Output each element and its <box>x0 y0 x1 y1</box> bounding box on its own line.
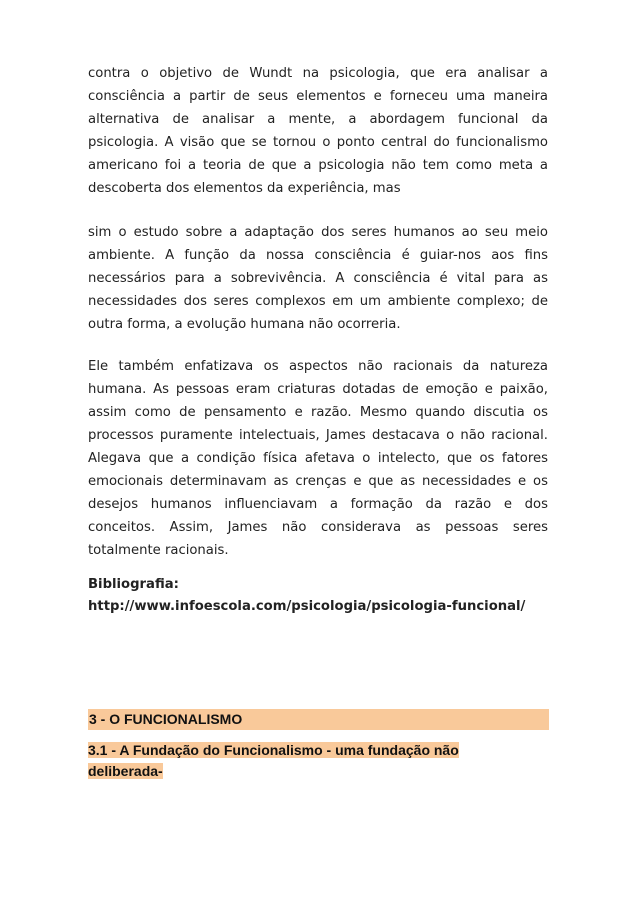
paragraph-james: Ele também enfatizava os aspectos não racionais da natureza humana. As pessoas eram criaturas dotadas de emoção e paixão, assim como de pensamento e razão. Mesmo quando discutia os processos puramente intelectuais, James destacava o não racional. Alegava que a condição física afetava o intelecto, que os fatores emocionais determinavam as crenças e que as necessidades e os desejos humanos influenciavam a formação da razão e dos conceitos. Assim, James não considerava as pessoas seres totalmente racionais. <box>88 359 548 558</box>
bibliography-url[interactable]: http://www.infoescola.com/psicologia/psicologia-funcional/ <box>88 599 526 614</box>
body-text <box>88 62 548 618</box>
subheading-line-1: 3.1 - A Fundação do Funcionalismo - uma fundação não <box>88 742 459 758</box>
paragraph-wundt: contra o objetivo de Wundt na psicologia, que era analisar a consciência a partir de seus elementos e forneceu uma maneira alternativa de analisar a mente, a abordagem funcional da psicologia. A visão que se tornou o ponto central do funcionalismo americano foi a teoria de que a psicologia não tem como meta a descoberta dos elementos da experiência, mas <box>88 66 548 196</box>
paragraph-adaptation: sim o estudo sobre a adaptação dos seres humanos ao seu meio ambiente. A função da nossa consciência é guiar-nos aos fins necessários para a sobrevivência. A consciência é vital para as necessidades dos seres complexos em um ambiente complexo; de outra forma, a evolução humana não ocorreria. <box>88 225 548 332</box>
subsection-heading <box>88 740 548 782</box>
section-heading: 3 - O FUNCIONALISMO <box>88 709 549 730</box>
subheading-line-2: deliberada- <box>88 763 163 779</box>
bibliography-label: Bibliografia: <box>88 577 179 592</box>
